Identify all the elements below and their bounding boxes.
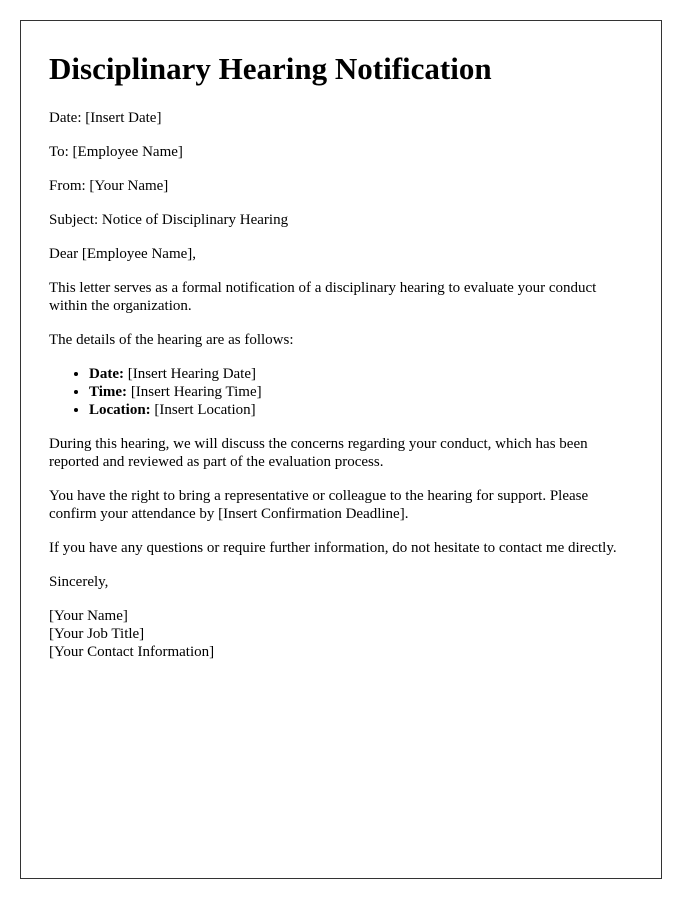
intro-paragraph: This letter serves as a formal notification of a disciplinary hearing to evaluate your conduct within the organization.: [49, 280, 597, 314]
detail-value: [Insert Location]: [150, 402, 256, 418]
details-intro: The details of the hearing are as follows:: [49, 332, 294, 348]
salutation: Dear [Employee Name],: [49, 246, 197, 262]
hearing-details-list: [49, 365, 633, 419]
hearing-detail-date: [89, 365, 633, 383]
hearing-detail-location: [89, 401, 633, 419]
signature-job-title: [Your Job Title]: [49, 626, 145, 642]
signature-contact: [Your Contact Information]: [49, 644, 215, 660]
from-line: From: [Your Name]: [49, 178, 169, 194]
hearing-detail-time: [89, 383, 633, 401]
closing: Sincerely,: [49, 574, 109, 590]
signature-name: [Your Name]: [49, 608, 128, 624]
detail-value: [Insert Hearing Time]: [127, 384, 262, 400]
detail-value: [Insert Hearing Date]: [123, 366, 257, 382]
detail-label: Location:: [89, 402, 151, 418]
discussion-paragraph: During this hearing, we will discuss the concerns regarding your conduct, which has been reported and reviewed as part of the evaluation process.: [49, 436, 588, 470]
date-line: Date: [Insert Date]: [49, 110, 162, 126]
signature-block: [49, 607, 633, 661]
detail-label: Time:: [89, 384, 128, 400]
letter-title: Disciplinary Hearing Notification: [49, 51, 492, 86]
rights-paragraph: You have the right to bring a representative or colleague to the hearing for support. Please confirm your attendance by [Insert Confirmation Deadline].: [49, 488, 589, 522]
questions-paragraph: If you have any questions or require further information, do not hesitate to contact me directly.: [49, 540, 617, 556]
to-line: To: [Employee Name]: [49, 144, 183, 160]
detail-label: Date:: [89, 366, 124, 382]
letter-document: [20, 20, 662, 879]
subject-line: Subject: Notice of Disciplinary Hearing: [49, 212, 289, 228]
